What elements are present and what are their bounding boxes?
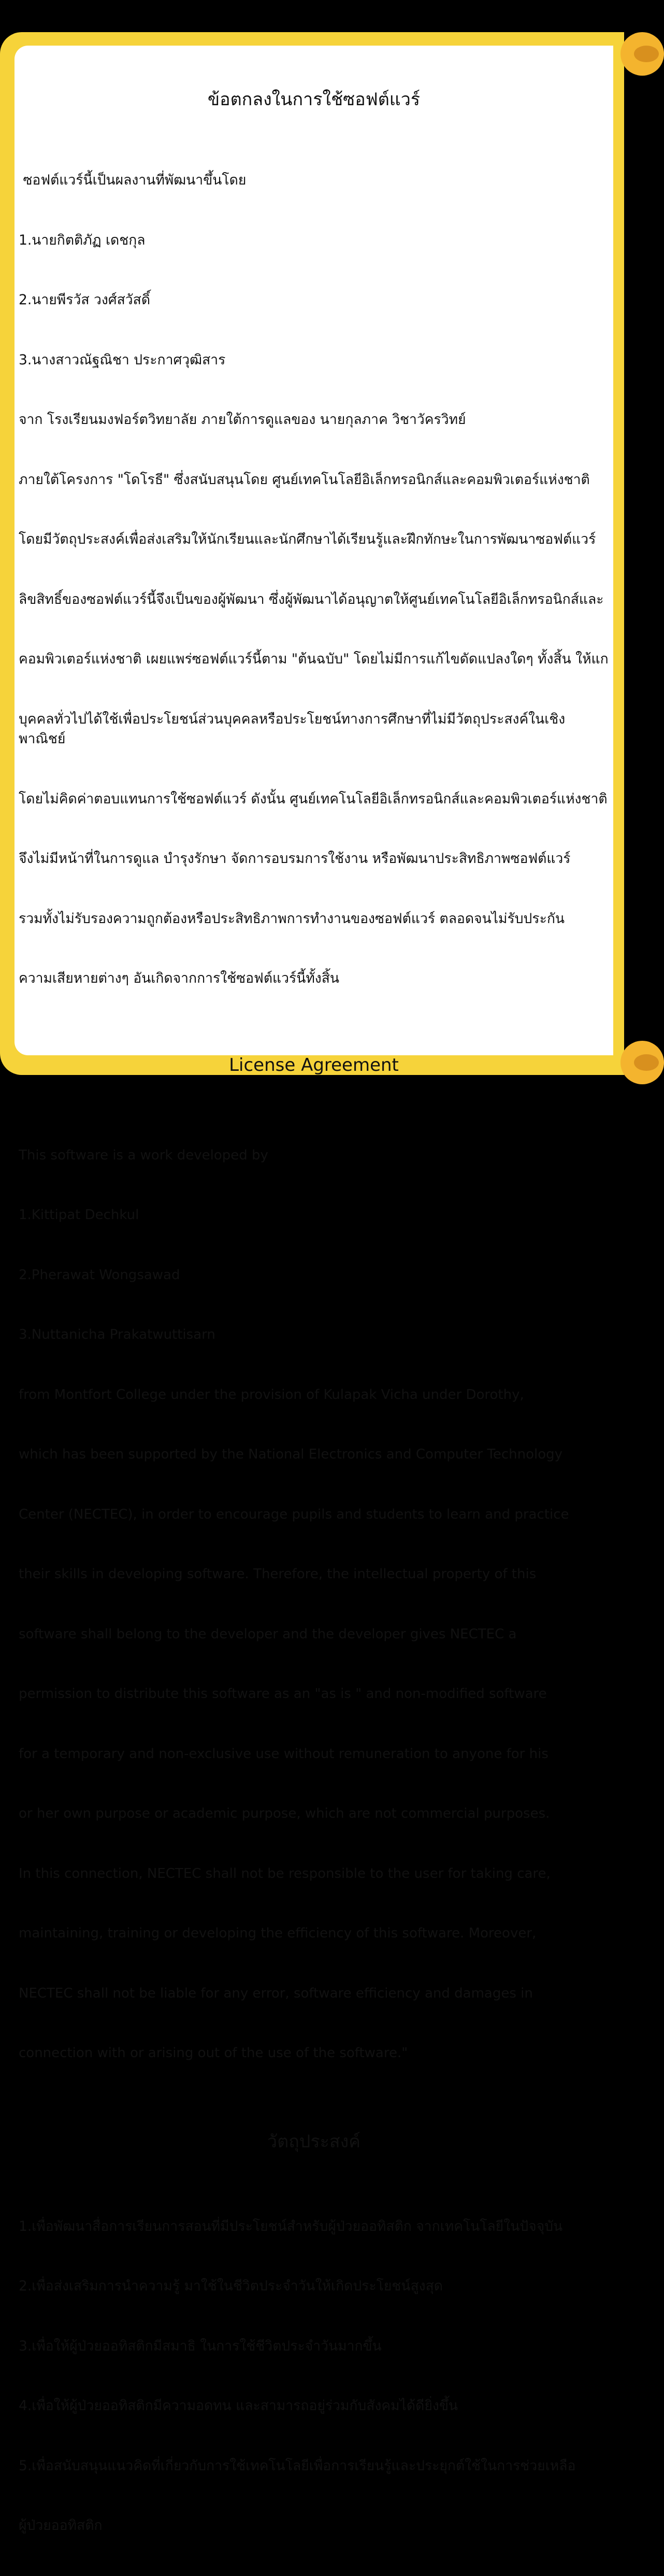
license-content (19, 46, 609, 2576)
objective-line: 2.เพื่อส่งเสริมการนำความรู้ มาใช้ในชีวิตประจำวันให้เกิดประโยชน์สูงสุด (19, 2278, 443, 2294)
english-line: connection with or arising out of the use of the software." (19, 2045, 408, 2061)
scroll-roll-top-core (634, 46, 659, 62)
license-agreement-title: License Agreement (229, 1054, 399, 1075)
thai-line: ลิขสิทธิ์ของซอฟต์แวร์นี้จึงเป็นของผู้พัฒนา ซึ่งผู้พัฒนาได้อนุญาตให้ศูนย์เทคโนโลยีอิเล็กทรอนิกส์และ (19, 591, 604, 607)
scroll-roll-top (620, 32, 664, 76)
objective-line: ผู้ป่วยออทิสติก (19, 2517, 103, 2533)
thai-line: จาก โรงเรียนมงฟอร์ตวิทยาลัย ภายใต้การดูแลของ นายกุลภาค วิชาวัครวิทย์ (19, 412, 466, 428)
scroll-roll-bottom-core (634, 1054, 659, 1071)
thai-line: ภายใต้โครงการ "โดโรธี" ซึ่งสนับสนุนโดย ศูนย์เทคโนโลยีอิเล็กทรอนิกส์และคอมพิวเตอร์แห่งชาติ (19, 471, 590, 488)
thai-line: บุคคลทั่วไปได้ใช้เพื่อประโยชน์ส่วนบุคคลหรือประโยชน์ทางการศึกษาที่ไม่มีวัตถุประสงค์ในเชิงพาณิชย์ (19, 711, 566, 747)
thai-line: 2.นายพีรวัส วงศ์สวัสดิ์ (19, 292, 151, 308)
english-line: software shall belong to the developer and the developer gives NECTEC a (19, 1626, 517, 1642)
objective-line: 5.เพื่อสนับสนุนแนวคิดที่เกี่ยวกับการใช้เทคโนโลยีเพื่อการเรียนรู้และประยุกต์ใช้ในการช่วยเหลือ (19, 2457, 576, 2474)
thai-line: ความเสียหายต่างๆ อันเกิดจากการใช้ซอฟต์แวร์นี้ทั้งสิ้น (19, 970, 340, 986)
objectives-title: วัตถุประสงค์ (267, 2131, 360, 2152)
english-line: or her own purpose or academic purpose, which are not commercial purposes. (19, 1806, 550, 1821)
thai-line: รวมทั้งไม่รับรองความถูกต้องหรือประสิทธิภาพการทำงานของซอฟต์แวร์ ตลอดจนไม่รับประกัน (19, 910, 565, 927)
scroll-roll-bottom (620, 1041, 664, 1084)
thai-line: โดยไม่คิดค่าตอบแทนการใช้ซอฟต์แวร์ ดังนั้น ศูนย์เทคโนโลยีอิเล็กทรอนิกส์และคอมพิวเตอร์แห่งชาติ (19, 790, 608, 807)
objective-line: 4.เพื่อให้ผู้ป่วยออทิสติกมีความอดทน และสามารถอยู่ร่วมกับสังคมได้ดียิ่งขึ้น (19, 2398, 458, 2414)
english-line: from Montfort College under the provision of Kulapak Vicha under Dorothy, (19, 1386, 524, 1403)
thai-line: โดยมีวัตถุประสงค์เพื่อส่งเสริมให้นักเรียนและนักศึกษาได้เรียนรู้และฝึกทักษะในการพัฒนาซอฟต์แวร์ (19, 531, 596, 547)
english-line: Center (NECTEC), in order to encourage pupils and students to learn and practice (19, 1506, 569, 1522)
thai-agreement-title: ข้อตกลงในการใช้ซอฟต์แวร์ (207, 89, 421, 110)
english-line: In this connection, NECTEC shall not be responsible to the user for taking care, (19, 1865, 551, 1881)
thai-line: 1.นายกิตติภัฏ เดชกุล (19, 232, 146, 248)
thai-line: คอมพิวเตอร์แห่งชาติ เผยแพร่ซอฟต์แวร์นี้ตาม "ต้นฉบับ" โดยไม่มีการแก้ไขดัดแปลงใดๆ ทั้งสิ้น ให้แก (19, 651, 609, 667)
english-line: maintaining, training or developing the efficiency of this software. Moreover, (19, 1926, 537, 1941)
english-line: This software is a work developed by (19, 1147, 268, 1163)
english-line: which has been supported by the National Electronics and Computer Technology (19, 1447, 563, 1462)
thai-line: 3.นางสาวณัฐณิชา ประกาศวุฒิสาร (19, 351, 226, 368)
objective-line: 3.เพื่อให้ผู้ป่วยออทิสติกมีสมาธิ ในการใช้ชีวิตประจำวันมากขึ้น (19, 2338, 382, 2354)
objective-line: 1.เพื่อพัฒนาสื่อการเรียนการสอนที่มีประโยชน์สำหรับผู้ป่วยออทิสติก จากเทคโนโลยีในปัจจุบัน (19, 2218, 563, 2234)
thai-line: ซอฟต์แวร์นี้เป็นผลงานที่พัฒนาขึ้นโดย (19, 172, 247, 188)
license-agreement-text (19, 1106, 609, 2103)
thai-agreement-text (19, 131, 609, 1029)
english-line: 1.Kittipat Dechkul (19, 1207, 139, 1223)
english-line: their skills in developing software. Therefore, the intellectual property of this (19, 1566, 537, 1582)
thai-line: จึงไม่มีหน้าที่ในการดูแล บำรุงรักษา จัดการอบรมการใช้งาน หรือพัฒนาประสิทธิภาพซอฟต์แวร์ (19, 851, 571, 867)
english-line: 3.Nuttanicha Prakatwuttisarn (19, 1327, 215, 1342)
english-line: 2.Pherawat Wongsawad (19, 1267, 180, 1283)
english-line: for a temporary and non-exclusive use without remuneration to anyone for his (19, 1746, 548, 1762)
objectives-text (19, 2177, 609, 2576)
english-line: permission to distribute this software as an "as is " and non-modified software (19, 1686, 547, 1702)
english-line: NECTEC shall not be liable for any error, software efficiency and damages in (19, 1985, 533, 2001)
